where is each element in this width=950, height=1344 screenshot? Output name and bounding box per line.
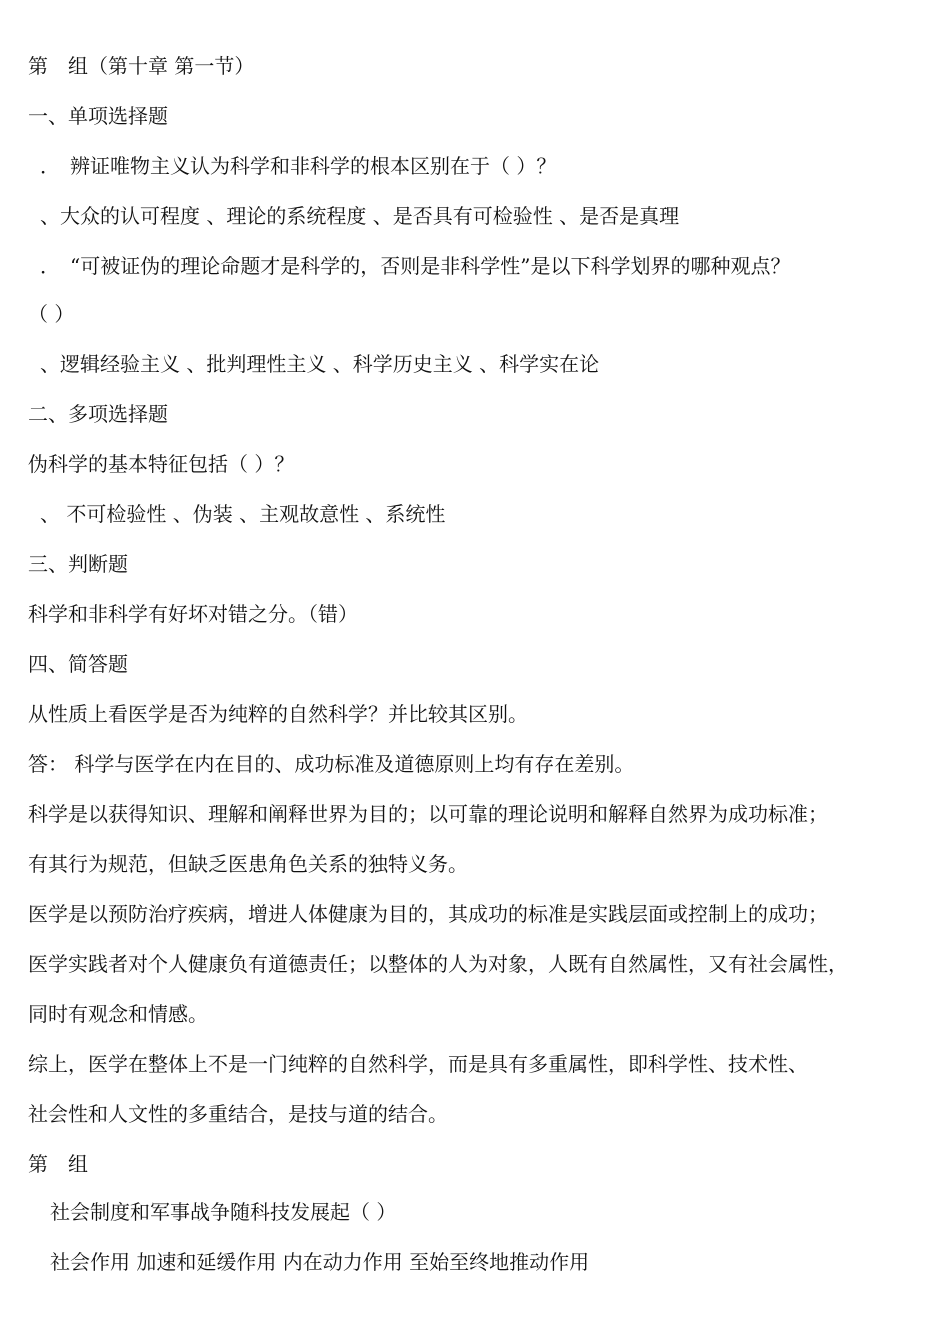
question-4: 科学和非科学有好坏对错之分。（错）	[28, 602, 358, 626]
section-title-true-false: 三、判断题	[28, 552, 128, 576]
question-6: 社会制度和军事战争随科技发展起（ ）	[50, 1200, 397, 1224]
question-2-paren: （ ）	[28, 302, 75, 326]
group-title: 第 组（第十章 第一节）	[28, 54, 255, 78]
answer-5-paragraph-1-line-1: 科学是以获得知识、理解和阐释世界为目的；以可靠的理论说明和解释自然界为成功标准；	[28, 802, 828, 826]
answer-5-paragraph-2-line-1: 医学是以预防治疗疾病，增进人体健康为目的，其成功的标准是实践层面或控制上的成功；	[28, 902, 828, 926]
question-3-options: 、 不可检验性 、伪装 、主观故意性 、系统性	[40, 502, 446, 526]
group-title-2: 第 组	[28, 1152, 88, 1176]
answer-5-paragraph-1-line-2: 有其行为规范，但缺乏医患角色关系的独特义务。	[28, 852, 468, 876]
section-title-short-answer: 四、简答题	[28, 652, 128, 676]
question-2: ． “可被证伪的理论命题才是科学的，否则是非科学性”是以下科学划界的哪种观点？	[40, 254, 791, 278]
question-5: 从性质上看医学是否为纯粹的自然科学？并比较其区别。	[28, 702, 528, 726]
question-6-options: 社会作用 加速和延缓作用 内在动力作用 至始至终地推动作用	[50, 1250, 590, 1274]
section-title-single-choice: 一、单项选择题	[28, 104, 168, 128]
question-2-options: 、逻辑经验主义 、批判理性主义 、科学历史主义 、科学实在论	[40, 352, 600, 376]
question-3: 伪科学的基本特征包括（ ）？	[28, 452, 295, 476]
answer-5-paragraph-3-line-2: 社会性和人文性的多重结合，是技与道的结合。	[28, 1102, 448, 1126]
section-title-multiple-choice: 二、多项选择题	[28, 402, 168, 426]
answer-5-lead: 答： 科学与医学在内在目的、成功标准及道德原则上均有存在差别。	[28, 752, 635, 776]
answer-5-paragraph-3-line-1: 综上，医学在整体上不是一门纯粹的自然科学，而是具有多重属性，即科学性、技术性、	[28, 1052, 808, 1076]
answer-5-paragraph-2-line-3: 同时有观念和情感。	[28, 1002, 208, 1026]
question-1-options: 、大众的认可程度 、理论的系统程度 、是否具有可检验性 、是否是真理	[40, 204, 680, 228]
question-1: ． 辨证唯物主义认为科学和非科学的根本区别在于（ ）？	[40, 154, 557, 178]
answer-5-paragraph-2-line-2: 医学实践者对个人健康负有道德责任；以整体的人为对象，人既有自然属性，又有社会属性，	[28, 952, 848, 976]
